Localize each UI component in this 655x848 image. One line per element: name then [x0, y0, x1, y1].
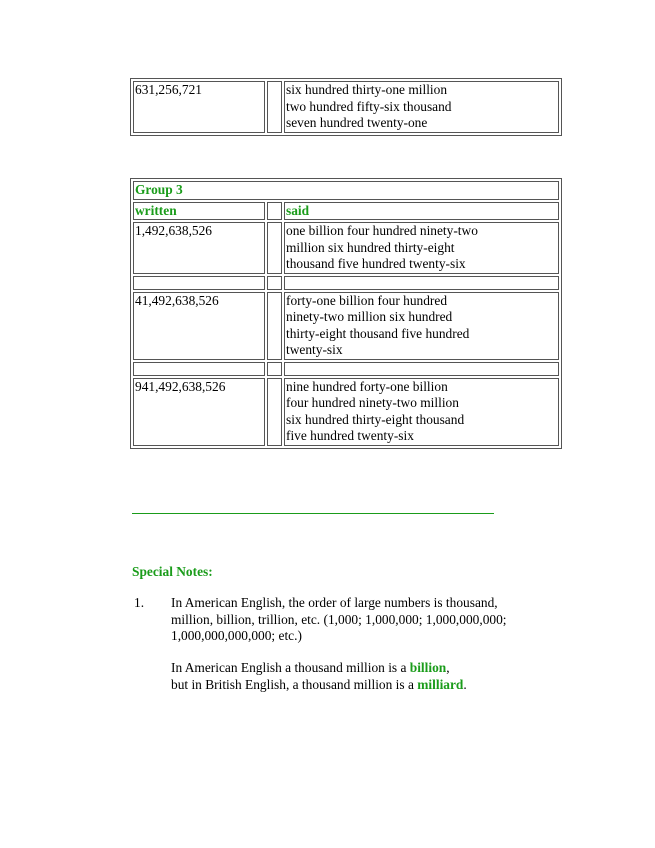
said-line: forty-one billion four hundred	[286, 292, 448, 308]
spacer-cell	[267, 222, 282, 274]
said-line: two hundred fifty-six thousand	[286, 98, 452, 114]
spacer-cell	[133, 362, 265, 376]
group-title: Group 3	[133, 181, 559, 200]
spacer-row	[133, 362, 559, 376]
spacer-cell	[267, 292, 282, 360]
spacer-cell	[284, 276, 559, 290]
said-line: ninety-two million six hundred	[286, 309, 453, 324]
said-cell	[284, 81, 559, 133]
said-cell	[284, 292, 559, 360]
list-number: 1.	[134, 595, 145, 610]
written-cell: 1,492,638,526	[133, 222, 265, 274]
header-row	[133, 202, 559, 221]
spacer-cell	[267, 378, 282, 446]
milliard-term: milliard	[417, 676, 464, 692]
said-line: five hundred twenty-six	[286, 428, 414, 443]
spacer-cell	[267, 276, 282, 290]
said-line: one billion four hundred ninety-two	[286, 223, 478, 238]
table-row	[133, 81, 559, 133]
said-line: thirty-eight thousand five hundred	[286, 325, 470, 341]
written-cell: 941,492,638,526	[133, 378, 265, 446]
group-title-row	[133, 181, 559, 200]
note-text: but in British English, a thousand million is a	[171, 676, 418, 692]
written-cell: 631,256,721	[133, 81, 265, 133]
note-text: ,	[446, 660, 450, 675]
note-text: In American English a thousand million is a	[171, 660, 410, 675]
note-paragraph-2	[171, 660, 516, 693]
special-notes-title: Special Notes:	[132, 564, 213, 579]
note-text: .	[463, 676, 467, 692]
said-line: nine hundred forty-one billion	[286, 378, 448, 394]
note-paragraph-1: In American English, the order of large numbers is thousand, million, billion, trillion, etc. (1,000; 1,000,000; 1,000,000,000; 1,000,000,000,000; etc.)	[171, 595, 507, 643]
horizontal-rule	[132, 513, 494, 514]
table-row	[133, 378, 559, 446]
note-line	[171, 660, 516, 677]
group-3-table	[130, 178, 562, 449]
said-cell	[284, 378, 559, 446]
billion-term: billion	[409, 660, 447, 675]
spacer-cell	[133, 276, 265, 290]
said-line: six hundred thirty-eight thousand	[286, 411, 465, 427]
said-line: six hundred thirty-one million	[286, 82, 448, 97]
said-line: four hundred ninety-two million	[286, 395, 459, 410]
header-written: written	[133, 202, 265, 221]
said-cell	[284, 222, 559, 274]
spacer-row	[133, 276, 559, 290]
said-line: thousand five hundred twenty-six	[286, 256, 466, 271]
written-cell: 41,492,638,526	[133, 292, 265, 360]
number-table-continued	[130, 78, 562, 136]
table-row	[133, 292, 559, 360]
spacer-cell	[284, 362, 559, 376]
note-line	[171, 677, 516, 694]
header-said: said	[284, 202, 559, 221]
table-row	[133, 222, 559, 274]
said-line: seven hundred twenty-one	[286, 115, 428, 130]
said-line: twenty-six	[286, 342, 343, 357]
spacer-cell	[267, 81, 282, 133]
spacer-cell	[267, 362, 282, 376]
spacer-cell	[267, 202, 282, 221]
said-line: million six hundred thirty-eight	[286, 239, 455, 255]
